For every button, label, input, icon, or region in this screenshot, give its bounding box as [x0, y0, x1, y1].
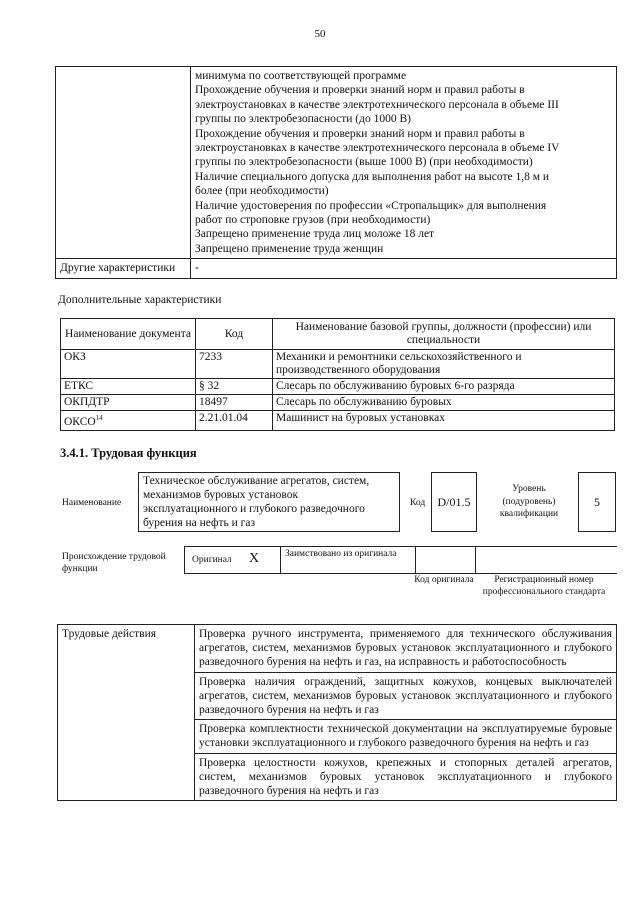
doc-group-name: Слесарь по обслуживанию буровых: [273, 395, 615, 411]
requirement-line: Наличие удостоверения по профессии «Стропальщик» для выполнения: [195, 199, 547, 212]
doc-code: 2.21.01.04: [196, 411, 273, 431]
labour-actions-label: Трудовые действия: [58, 625, 195, 801]
function-name-box: Техническое обслуживание агрегатов, систем, механизмов буровых установок эксплуатационного и глубокого разведочного бурения на нефть и газ: [138, 472, 400, 532]
origin-table: [184, 546, 617, 574]
requirements-label-cell: [56, 67, 191, 259]
doc-group-name: Машинист на буровых установках: [273, 411, 615, 431]
table-row: [61, 350, 615, 379]
doc-code: § 32: [196, 379, 273, 395]
labour-action-item: Проверка наличия ограждений, защитных кожухов, концевых выключателей агрегатов, систем, механизмов буровых установок эксплуатационного и глубокого разведочного бурения на нефть и газ: [195, 673, 616, 721]
name-label: Наименование: [62, 498, 122, 508]
function-code-box: D/01.5: [431, 472, 477, 532]
header-code: Код: [196, 319, 273, 350]
original-label: Оригинал: [192, 555, 232, 565]
divider: [280, 547, 281, 573]
level-value-box: 5: [578, 472, 616, 532]
divider: [475, 547, 476, 573]
original-mark: X: [249, 551, 260, 566]
table-row: [61, 395, 615, 411]
labour-actions-table: [57, 624, 617, 801]
code-label: Код: [410, 498, 426, 508]
requirements-cell: [191, 67, 617, 259]
labour-action-item: Проверка комплектности технической документации на эксплуатируемые буровые установки эксплуатационного и глубокого разведочного бурения на нефть и газ: [195, 720, 616, 753]
other-characteristics-label: Другие характеристики: [56, 259, 191, 278]
requirements-table: [55, 66, 617, 279]
requirement-line: минимума по соответствующей программе: [195, 70, 407, 82]
labour-action-item: Проверка целостности кожухов, крепежных и стопорных деталей агрегатов, систем, механизмов буровых установок эксплуатационного и глубокого разведочного бурения на нефть и газ: [199, 756, 612, 798]
table-row: [61, 411, 615, 431]
requirement-line: Запрещено применение труда женщин: [195, 242, 384, 255]
requirement-line: Наличие специального допуска для выполнения работ на высоте 1,8 м и: [195, 170, 550, 183]
level-label: Уровень (подуровень) квалификации: [499, 484, 559, 519]
table-row: [61, 379, 615, 395]
requirement-line: электроустановках в качестве электротехнического персонала в объеме III: [195, 98, 559, 111]
doc-name: ОКПДТР: [61, 395, 196, 411]
doc-code: 18497: [196, 395, 273, 411]
doc-group-name: Слесарь по обслуживанию буровых 6-го разряда: [273, 379, 615, 395]
doc-name: [61, 411, 196, 431]
requirement-line: группы по электробезопасности (выше 1000 В) (при необходимости): [195, 156, 533, 169]
doc-group-name: Механики и ремонтники сельскохозяйственного и производственного оборудования: [273, 350, 615, 379]
origin-label: Происхождение трудовой функции: [62, 552, 166, 574]
requirement-line: Запрещено применение труда лиц моложе 18 лет: [195, 228, 435, 241]
page-number: 50: [314, 28, 326, 40]
documents-table: [60, 318, 615, 431]
section-title: 3.4.1. Трудовая функция: [60, 446, 197, 460]
borrowed-label: Заимствовано из оригинала: [285, 549, 397, 559]
divider: [415, 547, 416, 573]
labour-actions-cell: [195, 625, 617, 801]
doc-name: ЕТКС: [61, 379, 196, 395]
additional-characteristics-title: Дополнительные характеристики: [58, 294, 222, 306]
footnote-mark: 14: [95, 414, 103, 422]
other-characteristics-value: -: [191, 259, 617, 278]
requirement-line: Прохождение обучения и проверки знаний норм и правил работы в: [195, 84, 525, 97]
requirement-line: группы по электробезопасности (до 1000 В): [195, 113, 411, 126]
requirement-line: более (при необходимости): [195, 185, 329, 198]
doc-code: 7233: [196, 350, 273, 379]
doc-name: ОКЗ: [61, 350, 196, 379]
code-original-caption: Код оригинала: [414, 575, 474, 585]
header-document: Наименование документа: [61, 319, 196, 350]
requirement-line: Прохождение обучения и проверки знаний норм и правил работы в: [195, 127, 525, 140]
doc-name-text: ОКСО: [64, 415, 96, 428]
reg-number-caption: Регистрационный номер профессионального стандарта: [482, 575, 606, 597]
labour-action-item: Проверка ручного инструмента, применяемого для технического обслуживания агрегатов, систем, механизмов буровых установок эксплуатационного и глубокого разведочного бурения на нефть и газ, на исправность и работоспособность: [195, 625, 616, 673]
header-group-name: Наименование базовой группы, должности (профессии) или специальности: [273, 319, 615, 350]
requirement-line: электроустановках в качестве электротехнического персонала в объеме IV: [195, 142, 560, 155]
requirement-line: работ по строповке грузов (при необходимости): [195, 214, 431, 227]
